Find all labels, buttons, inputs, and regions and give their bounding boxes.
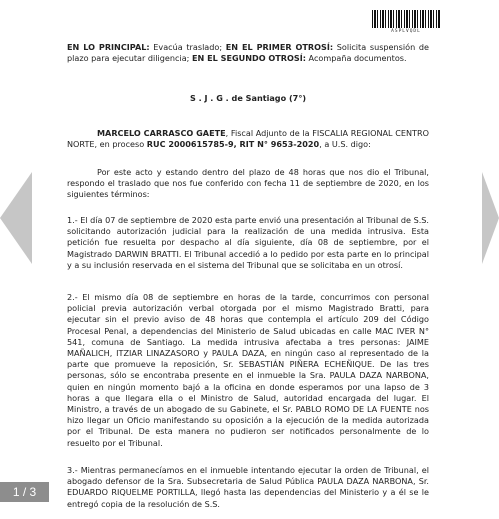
case-number: RUC 2000615785-9, RIT N° 9653-2020	[146, 139, 320, 150]
party-block	[67, 128, 429, 150]
barcode-code: ASPLVQDL	[391, 29, 421, 34]
second-otrosi-text: Acompaña documentos.	[305, 53, 407, 64]
paragraph-1-text: 1.- El día 07 de septiembre de 2020 esta parte envió una presentación al Tribunal de S.S. solicitando autorización judicial para la realización de una medida intrusiva. Esta petición fue resuelta por despacho al día siguiente, día 08 de septiembre, por el Magistrado DARWIN BRATTI. El Tribunal accedió a lo pedido por esta parte en lo principal y a su inclusión reservada en el sistema del Tribunal que se solicitaba en un otrosí.	[67, 215, 429, 270]
prosecutor-name: MARCELO CARRASCO GAETE	[97, 128, 226, 138]
opening-text: Por este acto y estando dentro del plazo de 48 horas que nos dio el Tribunal, respondo el traslado que nos fue conferido con fecha 11 de septiembre de 2020, en los siguientes términos:	[67, 167, 429, 200]
paragraph-1	[67, 215, 429, 271]
next-page-arrow[interactable]	[482, 172, 499, 264]
party-text-1: , Fiscal Adjunto de la	[225, 128, 313, 138]
paragraph-2	[67, 292, 429, 449]
paragraph-2-text: 2.- El mismo día 08 de septiembre en horas de la tarde, concurrimos con personal policial previa autorización verbal otorgada por el mismo Magistrado Bratti, para ejecutar sin el previo aviso de 48 horas que contempla el artículo 209 del Código Procesal Penal, a dependencias del Ministerio de Salud ubicadas en calle MAC IVER N° 541, comuna de Santiago. La medida intrusiva afectaba a tres personas: JAIME MAÑALICH, ITZIAR LINAZASORO y PAULA DAZA, en ningún caso al representado de la parte que promueve la reposición, Sr. SEBASTIÁN PIÑERA ECHEÑIQUE. De las tres personas, sólo se encontraba presente en el inmueble la Sra. PAULA DAZA NARBONA, quien en ningún momento bajó a la oficina en donde esperamos por una lapso de 3 horas a que llegara ella o el Ministro de Salud, autoridad encargada del lugar. El Ministro, a través de un abogado de su Gabinete, el Sr. PABLO ROMO DE LA FUENTE nos hizo llegar un Oficio manifestando su oposición a la ejecución de la medida autorizada por el Tribunal. De esta manera no pudieron ser notificados personalmente de lo resuelto por el Tribunal.	[67, 292, 429, 448]
barcode-image	[372, 10, 440, 28]
fiscalia-name: FISCALIA REGIONAL CENTRO NORTE	[67, 128, 429, 150]
first-otrosi-text: Solicita suspensión de plazo para ejecutar diligencia;	[67, 42, 429, 64]
second-otrosi-label: EN EL SEGUNDO OTROSÍ:	[192, 53, 306, 64]
previous-page-arrow[interactable]	[0, 172, 32, 264]
opening-paragraph	[67, 167, 429, 201]
party-text-3: , a U.S. digo:	[319, 139, 371, 150]
paragraph-3-text: 3.- Mientras permanecíamos en el inmueble intentando ejecutar la orden de Tribunal, el abogado defensor de la Sra. Subsecretaria de Salud Pública PAULA DAZA NARBONA, Sr. EDUARDO RIQUELME PORTILLA, llegó hasta las dependencias del Ministerio y a él se le entregó copia de la resolución de S.S.	[67, 465, 429, 509]
court-addressee: S . J . G . de Santiago (7°)	[189, 93, 307, 103]
paragraph-3	[67, 465, 429, 510]
intro-block	[67, 42, 429, 64]
first-otrosi-label: EN EL PRIMER OTROSÍ:	[225, 42, 334, 52]
page-counter: 1 / 3	[0, 482, 49, 502]
principal-label: EN LO PRINCIPAL:	[67, 42, 150, 52]
principal-text: Evacúa traslado;	[149, 42, 226, 52]
party-text-2: , en proceso	[94, 139, 147, 150]
